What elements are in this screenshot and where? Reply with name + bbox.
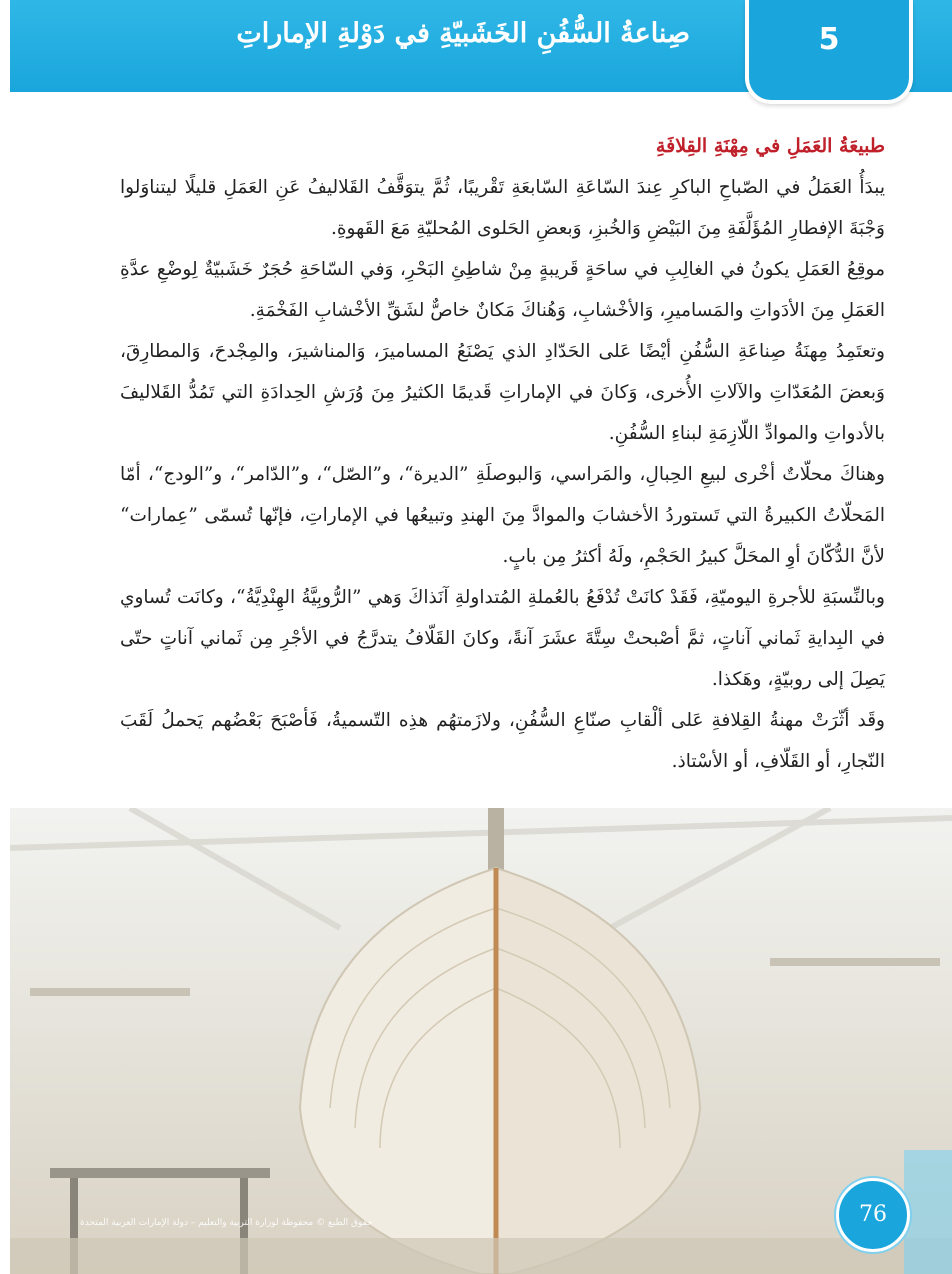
paragraph-work-start: يبدَأُ العَمَلُ في الصّباحِ الباكرِ عِندَ السّاعَةِ السّابعَةِ تَقْريبًا، ثُمَّ يتوَقَّفُ القَلاليفُ عَنِ العَمَلِ قليلًا ليتناوَلوا وَجْبَةَ الإفطارِ المُؤَلَّفَةِ مِنَ البَيْضِ وَالخُبزِ، وَبعضِ الحَلوى المُحليّةِ مَعَ القَهوةِ. xyxy=(120,177,885,239)
page-number-badge xyxy=(836,1178,910,1252)
boat-hull-photo xyxy=(10,808,952,1274)
paragraph-titles: وقَد أثّرَتْ مهنةُ القِلافةِ عَلى ألْقابِ صنّاعِ السُّفُنِ، ولازَمتهُم هذِه التّسميةُ، فَأصْبَحَ بَعْضُهم يَحملُ لَقَبَ النّجارِ، أو القَلّافِ، أو الأسْتاذ. xyxy=(120,710,885,772)
paragraph-wages: وبالنِّسبَةِ للأجرةِ اليوميّةِ، فَقَدْ كانَتْ تُدْفَعُ بالعُملةِ المُتداولةِ آنَذاكَ وَهي ”الرُّوبِيَّةُ الهِنْدِيَّةُ“، وكانَت تُساوي في البِدايةِ ثَماني آناتٍ، ثمَّ أصْبحتْ سِتَّةَ عشَرَ آنةً، وكانَ القَلّافُ يتدرَّجُ في الأجْرِ مِن ثَماني آناتٍ حتّى يَصِلَ إلى روبيّةٍ، وهَكذا. xyxy=(120,587,885,690)
lesson-title: صِناعةُ السُّفُنِ الخَشَبيّةِ في دَوْلةِ الإماراتِ xyxy=(236,18,690,49)
copyright-notice: حقوق الطبع © محفوظة لوزارة التربية والتعليم – دولة الإمارات العربية المتحدة xyxy=(80,1218,373,1228)
main-content xyxy=(120,135,885,782)
boat-hull-illustration xyxy=(10,808,952,1274)
paragraph-work-site: موقِعُ العَمَلِ يكونُ في الغالِبِ في ساحَةٍ قَريبةٍ مِنْ شاطِئِ البَحْرِ، وَفي السّاحَةِ حُجَرٌ خَشَبيّةٌ لِوضْعِ عدَّةِ العَمَلِ مِنَ الأدَواتِ والمَساميرِ، وَالأخْشابِ، وَهُناكَ مَكانٌ خاصٌّ لشَقِّ الأخْشابِ الفَخْمَةِ. xyxy=(120,259,885,321)
corner-decoration xyxy=(904,1150,952,1274)
lesson-number-tab xyxy=(745,0,913,104)
paragraph-blacksmith: وتعتَمِدُ مِهنَةُ صِناعَةِ السُّفُنِ أيْضًا عَلى الحَدّادِ الذي يَصْنَعُ المساميرَ، وَالمناشيرَ، والمِجْدحَ، وَالمطارِقَ، وَبعضَ المُعَدّاتِ والآلاتِ الأُخرى، وَكانَ في الإماراتِ قَديمًا الكثيرُ مِنَ وُرَشِ الحِدادَةِ التي تَمُدُّ القَلاليفَ بالأدواتِ والموادِّ اللّازِمَةِ لبناءِ السُّفُنِ. xyxy=(120,341,885,444)
page-number: 76 xyxy=(859,1202,887,1227)
section-heading: طبيعَةُ العَمَلِ في مِهْنَةِ القِلافَةِ xyxy=(655,135,885,157)
paragraph-shops: وهناكَ محلّاتٌ أخْرى لبيعِ الحِبالِ، والمَراسي، وَالبوصلَةِ ”الديرة“، و”الصّل“، و”الدّامر“، و”الودج“، أمّا المَحلّاتُ الكبيرةُ التي تَستوردُ الأخشابَ والموادَّ مِنَ الهندِ وتبيعُها في الإماراتِ، فإنّها تُسمّى ”عِمارات“ لأنَّ الدُّكّانَ أوِ المحَلَّ كبيرُ الحَجْمِ، ولَهُ أكثرُ مِن بابٍ. xyxy=(120,464,885,567)
lesson-number: 5 xyxy=(818,22,840,57)
